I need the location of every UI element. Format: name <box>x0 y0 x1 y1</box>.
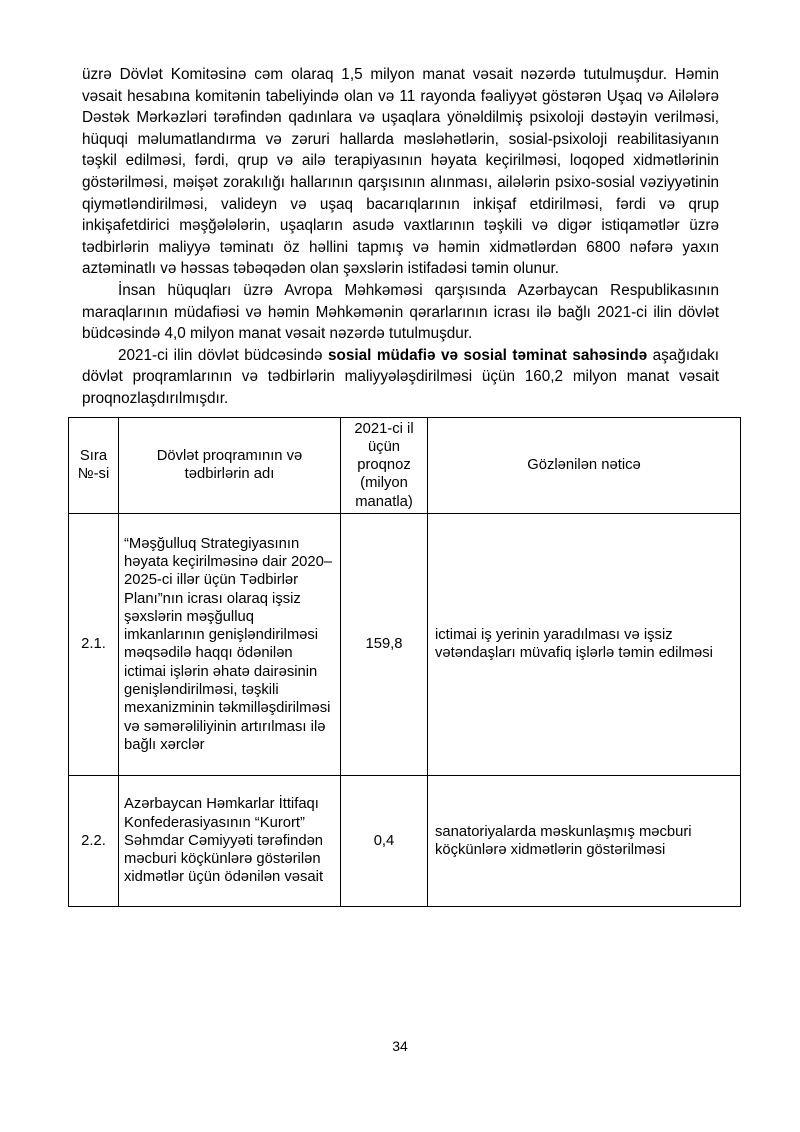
paragraph-committee-funding: üzrə Dövlət Komitəsinə cəm olaraq 1,5 milyon manat vəsait nəzərdə tutulmuşdur. Həmin vəsait hesabına komitənin tabeliyində olan və 11 rayonda fəaliyyət göstərən Uşaq və Ailələrə Dəstək Mərkəzləri tərəfindən qadınlara və uşaqlara yönəldilmiş psixoloji dəstəyin verilməsi, hüquqi məlumatlandırma və zəruri hallarda məsləhətlərin, sosial-psixoloji reabilitasiyanın təşkil edilməsi, fərdi, qrup və ailə terapiyasının həyata keçirilməsi, loqoped xidmətlərinin göstərilməsi, məişət zorakılığı hallarının qarşısının alınması, ailələrin psixo-sosial vəziyyətinin qiymətləndirilməsi, valideyn və uşaq bacarıqlarının inkişaf etdirilməsi, fərdi və qrup inkişafetdirici məşğələlərin, uşaqların asudə vaxtlarının təşkili və digər istiqamətlər üzrə tədbirlərin maliyyə təminatı öz həllini tapmış və həmin xidmətlərdən 6800 nəfərə yaxın aztəminatlı və həssas təbəqədən olan şəxslərin istifadəsi təmin olunur. <box>82 66 719 278</box>
row-2-2-program: Azərbaycan Həmkarlar İttifaqı Konfederasiyasının “Kurort” Səhmdar Cəmiyyəti tərəfindən məcburi köçkünlərə göstərilən xidmətlər üçün ödənilən vəsait <box>119 775 341 906</box>
page-content <box>77 64 719 907</box>
header-program-name: Dövlət proqramının və tədbirlərin adı <box>119 417 341 513</box>
header-expected-result: Gözlənilən nəticə <box>428 417 741 513</box>
page-number: 34 <box>392 1038 408 1054</box>
row-2-2-forecast: 0,4 <box>341 775 428 906</box>
row-2-1-program: “Məşğulluq Strategiyasının həyata keçirilməsinə dair 2020–2025-ci illər üçün Tədbirlər Planı”nın icrası olaraq işsiz şəxslərin məşğulluq imkanlarının genişləndirilməsi məqsədilə haqqı ödənilən ictimai işlərin əhatə dairəsinin genişləndirilməsi, təşkili mexanizminin təkmilləşdirilməsi və səmərəliliyinin artırılması ilə bağlı xərclər <box>119 513 341 775</box>
paragraph-social-protection-pre: 2021-ci ilin dövlət büdcəsində <box>118 346 328 364</box>
paragraph-social-protection-bold: sosial müdafiə və sosial təminat sahəsində <box>327 346 648 364</box>
table-header-row <box>69 417 741 513</box>
table-row <box>69 513 741 775</box>
row-2-1-result: ictimai iş yerinin yaradılması və işsiz vətəndaşları müvafiq işlərlə təmin edilməsi <box>428 513 741 775</box>
header-forecast-2021: 2021-ci il üçün proqnoz (milyon manatla) <box>341 417 428 513</box>
table-row <box>69 775 741 906</box>
paragraph-social-protection-post: aşağıdakı dövlət proqramlarının və tədbirlərin maliyyələşdirilməsi üçün 160,2 milyon manat vəsait proqnozlaşdırılmışdır. <box>82 346 719 407</box>
row-2-1-forecast: 159,8 <box>341 513 428 775</box>
header-serial-number: Sıra №-si <box>69 417 119 513</box>
paragraph-european-court: İnsan hüquqları üzrə Avropa Məhkəməsi qarşısında Azərbaycan Respublikasının maraqlarının müdafiəsi və həmin Məhkəmənin qərarlarının icrası ilə bağlı 2021-ci ilin dövlət büdcəsində 4,0 milyon manat vəsait nəzərdə tutulmuşdur. <box>82 281 719 343</box>
row-2-2-serial: 2.2. <box>69 775 119 906</box>
row-2-2-result: sanatoriyalarda məskunlaşmış məcburi köçkünlərə xidmətlərin göstərilməsi <box>428 775 741 906</box>
state-programs-table <box>68 417 741 907</box>
row-2-1-serial: 2.1. <box>69 513 119 775</box>
paragraph-social-protection <box>82 345 719 410</box>
